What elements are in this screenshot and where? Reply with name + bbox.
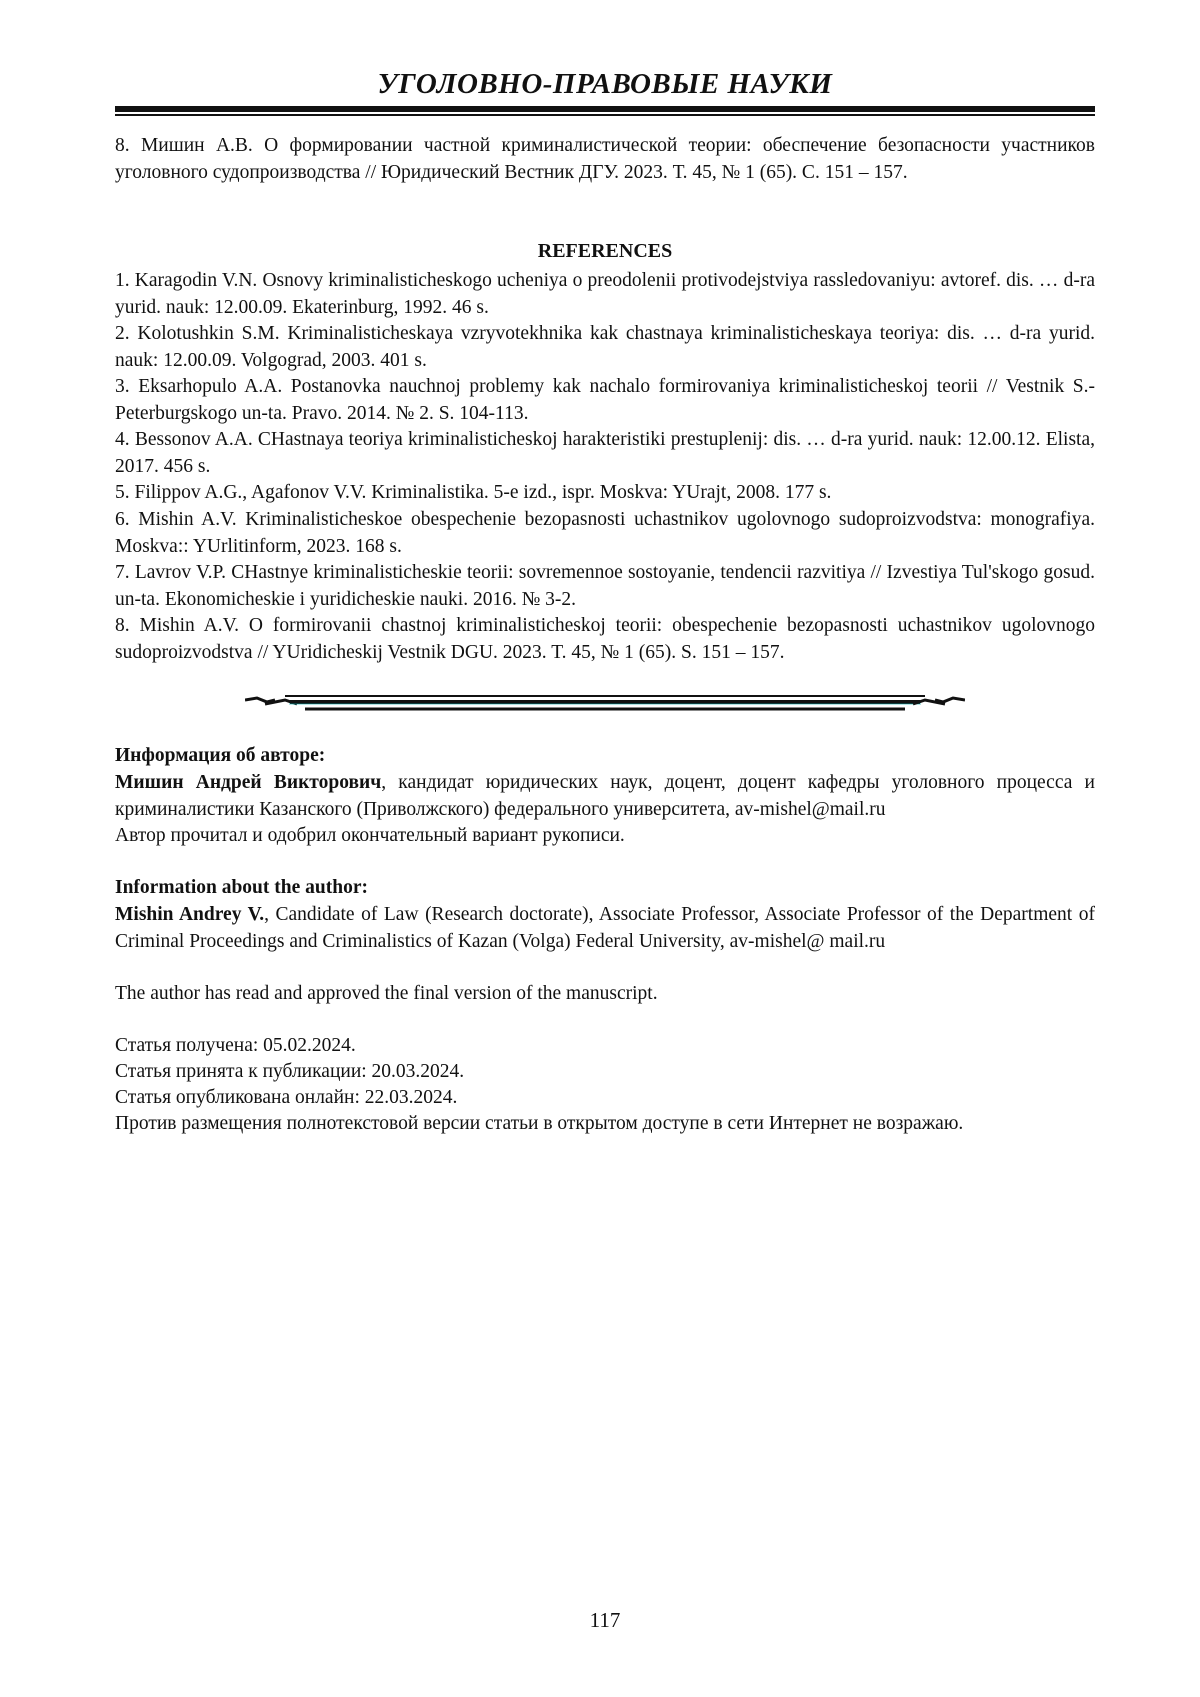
author-en-approval: The author has read and approved the final version of the manuscript. [115,981,1095,1008]
author-en-info [115,902,1095,955]
ornament-divider [245,690,965,716]
author-ru-details: , кандидат юридических наук, доцент, доцент кафедры уголовного процесса и криминалистики Казанского (Приволжского) федерального университета, av-mishel@mail.ru [115,772,1095,820]
date-accepted: Статья принята к публикации: 20.03.2024. [115,1059,1095,1086]
page-number: 117 [115,1608,1095,1633]
header-rule-thick [115,106,1095,112]
references-title: REFERENCES [115,240,1095,263]
author-ru-name: Мишин Андрей Викторович [115,772,381,793]
running-header: УГОЛОВНО-ПРАВОВЫЕ НАУКИ [115,68,1095,101]
author-ru-heading: Информация об авторе: [115,743,1095,770]
author-en-details: , Candidate of Law (Research doctorate), Associate Professor, Associate Professor of the Department of Criminal Proceedings and Criminalistics of Kazan (Volga) Federal University, av-mishel@ mail.ru [115,904,1095,952]
reference-item: 1. Karagodin V.N. Osnovy kriminalisticheskogo ucheniya o preodolenii protivodejstviya rassledovaniyu: avtoref. dis. … d-ra yurid. nauk: 12.00.09. Ekaterinburg, 1992. 46 s. [115,268,1095,321]
reference-item: 4. Bessonov A.A. CHastnaya teoriya kriminalisticheskoj harakteristiki prestuplenij: dis. … d-ra yurid. nauk: 12.00.12. Elista, 2017. 456 s. [115,427,1095,480]
reference-item: 6. Mishin A.V. Kriminalisticheskoe obespechenie bezopasnosti uchastnikov ugolovnogo sudoproizvodstva: monografiya. Moskva:: YUrlitinform, 2023. 168 s. [115,507,1095,560]
reference-item: 3. Eksarhopulo A.A. Postanovka nauchnoj problemy kak nachalo formirovaniya kriminalisticheskoj teorii // Vestnik S.-Peterburgskogo un-ta. Pravo. 2014. № 2. S. 104-113. [115,374,1095,427]
ru-reference-8: 8. Мишин А.В. О формировании частной криминалистической теории: обеспечение безопасности участников уголовного судопроизводства // Юридический Вестник ДГУ. 2023. Т. 45, № 1 (65). С. 151 – 157. [115,133,1095,186]
date-published: Статья опубликована онлайн: 22.03.2024. [115,1085,1095,1112]
author-en-heading: Information about the author: [115,875,1095,902]
date-received: Статья получена: 05.02.2024. [115,1033,1095,1060]
reference-item: 5. Filippov A.G., Agafonov V.V. Kriminalistika. 5-e izd., ispr. Moskva: YUrajt, 2008. 177 s. [115,480,1095,507]
open-access-consent: Против размещения полнотекстовой версии статьи в открытом доступе в сети Интернет не возражаю. [115,1111,1095,1138]
reference-item: 8. Mishin A.V. O formirovanii chastnoj kriminalisticheskoj teorii: obespechenie bezopasnosti uchastnikov ugolovnogo sudoproizvodstva // YUridicheskij Vestnik DGU. 2023. T. 45, № 1 (65). S. 151 – 157. [115,613,1095,666]
reference-item: 2. Kolotushkin S.M. Kriminalisticheskaya vzryvotekhnika kak chastnaya kriminalisticheskaya teoriya: dis. … d-ra yurid. nauk: 12.00.09. Volgograd, 2003. 401 s. [115,321,1095,374]
reference-item: 7. Lavrov V.P. CHastnye kriminalisticheskie teorii: sovremennoe sostoyanie, tendencii razvitiya // Izvestiya Tul'skogo gosud. un-ta. Ekonomicheskie i yuridicheskie nauki. 2016. № 3-2. [115,560,1095,613]
author-ru-info [115,770,1095,823]
author-ru-approval: Автор прочитал и одобрил окончательный вариант рукописи. [115,823,1095,850]
author-en-name: Mishin Andrey V. [115,904,264,925]
header-rule-thin [115,114,1095,116]
